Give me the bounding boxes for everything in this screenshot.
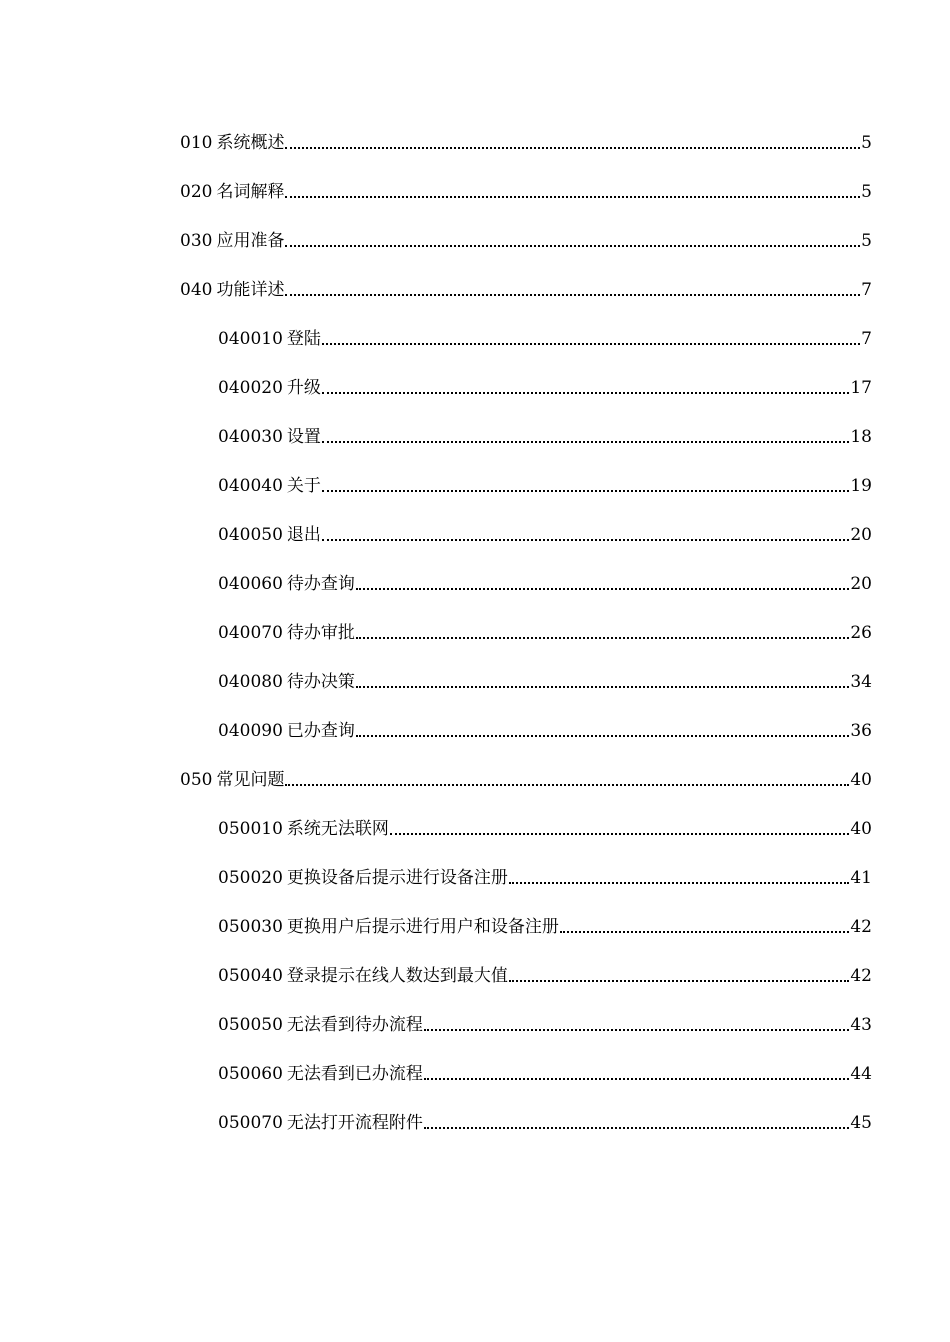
toc-section-title: 待办审批: [286, 623, 355, 643]
toc-section-number: 040070: [218, 623, 283, 643]
toc-dot-leader: [424, 1127, 849, 1129]
toc-page-number: 5: [861, 231, 872, 251]
toc-dot-leader: [285, 784, 849, 786]
toc-section-title: 登录提示在线人数达到最大值: [286, 966, 508, 986]
toc-dot-leader: [285, 147, 860, 149]
toc-page-number: 42: [850, 917, 872, 937]
toc-section-number: 050060: [218, 1064, 283, 1084]
toc-entry-040060[interactable]: [218, 569, 872, 595]
toc-page-number: 7: [861, 280, 872, 300]
toc-section-title: 设置: [286, 427, 321, 447]
toc-section-title: 升级: [286, 378, 321, 398]
toc-page-number: 5: [861, 133, 872, 153]
toc-entry-040080[interactable]: [218, 667, 872, 693]
toc-entry-050010[interactable]: [218, 814, 872, 840]
toc-section-number: 040010: [218, 329, 283, 349]
toc-section-title: 系统概述: [216, 133, 285, 153]
toc-entry-040090[interactable]: [218, 716, 872, 742]
toc-dot-leader: [322, 539, 849, 541]
toc-dot-leader: [322, 441, 849, 443]
toc-dot-leader: [285, 196, 860, 198]
toc-section-title: 关于: [286, 476, 321, 496]
toc-section-number: 040020: [218, 378, 283, 398]
toc-section-title: 已办查询: [286, 721, 355, 741]
toc-entry-050040[interactable]: [218, 961, 872, 987]
toc-section-number: 040060: [218, 574, 283, 594]
toc-page-number: 41: [850, 868, 872, 888]
toc-section-title: 名词解释: [216, 182, 285, 202]
toc-entry-040010[interactable]: [218, 324, 872, 350]
toc-section-number: 040030: [218, 427, 283, 447]
toc-entry-010[interactable]: [180, 128, 872, 154]
toc-dot-leader: [285, 294, 860, 296]
toc-section-title: 更换设备后提示进行设备注册: [286, 868, 508, 888]
toc-section-number: 050040: [218, 966, 283, 986]
toc-entry-040030[interactable]: [218, 422, 872, 448]
toc-section-number: 030: [180, 231, 213, 251]
toc-page-number: 40: [850, 819, 872, 839]
toc-page-number: 26: [850, 623, 872, 643]
toc-section-title: 功能详述: [216, 280, 285, 300]
toc-dot-leader: [322, 490, 849, 492]
toc-dot-leader: [424, 1078, 849, 1080]
toc-page-number: 7: [861, 329, 872, 349]
toc-page-number: 20: [850, 574, 872, 594]
toc-entry-050050[interactable]: [218, 1010, 872, 1036]
toc-page-number: 43: [850, 1015, 872, 1035]
toc-dot-leader: [322, 343, 860, 345]
toc-dot-leader: [509, 882, 849, 884]
toc-section-title: 应用准备: [216, 231, 285, 251]
toc-section-title: 退出: [286, 525, 321, 545]
toc-section-number: 040: [180, 280, 213, 300]
toc-dot-leader: [424, 1029, 849, 1031]
toc-page-number: 20: [850, 525, 872, 545]
toc-section-number: 040080: [218, 672, 283, 692]
toc-dot-leader: [356, 735, 849, 737]
toc-page-number: 5: [861, 182, 872, 202]
toc-dot-leader: [356, 686, 849, 688]
toc-dot-leader: [509, 980, 849, 982]
toc-entry-040050[interactable]: [218, 520, 872, 546]
toc-section-number: 050050: [218, 1015, 283, 1035]
toc-page-number: 40: [850, 770, 872, 790]
toc-page-number: 18: [850, 427, 872, 447]
toc-section-title: 无法看到待办流程: [286, 1015, 423, 1035]
toc-page-number: 36: [850, 721, 872, 741]
toc-section-number: 010: [180, 133, 213, 153]
toc-dot-leader: [390, 833, 849, 835]
toc-entry-050070[interactable]: [218, 1108, 872, 1134]
toc-entry-040[interactable]: [180, 275, 872, 301]
toc-page-number: 19: [850, 476, 872, 496]
toc-entry-050030[interactable]: [218, 912, 872, 938]
toc-section-number: 050010: [218, 819, 283, 839]
toc-page-number: 34: [850, 672, 872, 692]
toc-section-number: 040090: [218, 721, 283, 741]
toc-entry-020[interactable]: [180, 177, 872, 203]
toc-section-title: 登陆: [286, 329, 321, 349]
toc-dot-leader: [285, 245, 860, 247]
toc-section-title: 待办决策: [286, 672, 355, 692]
toc-entry-040040[interactable]: [218, 471, 872, 497]
toc-page-number: 17: [850, 378, 872, 398]
toc-entry-050060[interactable]: [218, 1059, 872, 1085]
toc-entry-030[interactable]: [180, 226, 872, 252]
toc-section-number: 040050: [218, 525, 283, 545]
toc-section-number: 050030: [218, 917, 283, 937]
toc-page-number: 42: [850, 966, 872, 986]
toc-page-number: 44: [850, 1064, 872, 1084]
toc-section-title: 无法看到已办流程: [286, 1064, 423, 1084]
toc-dot-leader: [322, 392, 849, 394]
toc-entry-040070[interactable]: [218, 618, 872, 644]
toc-section-title: 更换用户后提示进行用户和设备注册: [286, 917, 559, 937]
toc-section-title: 系统无法联网: [286, 819, 389, 839]
toc-page-number: 45: [850, 1113, 872, 1133]
toc-section-number: 040040: [218, 476, 283, 496]
toc-section-title: 待办查询: [286, 574, 355, 594]
toc-dot-leader: [356, 637, 849, 639]
toc-entry-040020[interactable]: [218, 373, 872, 399]
toc-entry-050[interactable]: [180, 765, 872, 791]
toc-dot-leader: [356, 588, 849, 590]
toc-section-number: 050: [180, 770, 213, 790]
toc-section-title: 常见问题: [216, 770, 285, 790]
toc-entry-050020[interactable]: [218, 863, 872, 889]
toc-section-number: 050070: [218, 1113, 283, 1133]
toc-section-title: 无法打开流程附件: [286, 1113, 423, 1133]
toc-section-number: 020: [180, 182, 213, 202]
toc-section-number: 050020: [218, 868, 283, 888]
toc-dot-leader: [560, 931, 849, 933]
